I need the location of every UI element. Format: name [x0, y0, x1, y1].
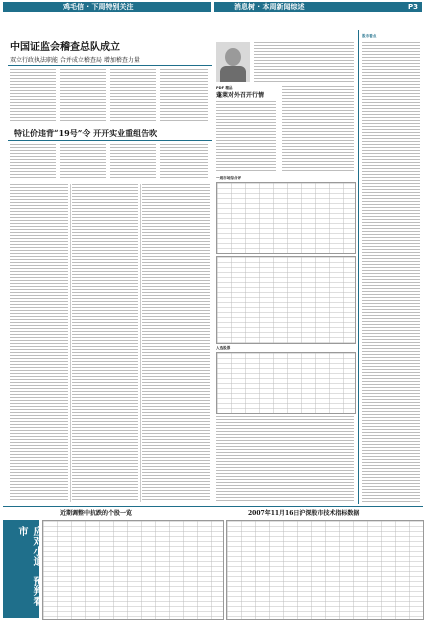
right-bottom-text [216, 416, 354, 502]
column-divider [70, 184, 71, 502]
article2-title: 特让价违背“19号”令 开开实业重组告吹 [14, 128, 158, 138]
market-table-2 [216, 256, 356, 344]
announcements-column-3 [142, 184, 210, 502]
article2-rule [8, 140, 212, 141]
technical-indicators-table [226, 520, 424, 620]
pdf-label: PDF 精品 [216, 86, 233, 90]
portrait-head [225, 48, 241, 66]
headline-rule [8, 65, 212, 66]
announcements-column-1 [10, 184, 68, 502]
right-section-title: 消息树 · 本周新闻综述 [234, 3, 305, 11]
mid-title: 蓬莱对外召开行情 [216, 92, 265, 99]
lead-column-3 [110, 69, 156, 123]
article2-column-3 [110, 144, 156, 180]
article2-column-1 [10, 144, 56, 180]
right-table-title: 2007年11月16日沪深股市技术指标数据 [248, 510, 360, 517]
table-label: 一周市场综合评 [216, 176, 242, 180]
lead-column-4 [160, 69, 208, 123]
lead-column-2 [60, 69, 106, 123]
mid-left-text [216, 101, 276, 171]
article2-column-2 [60, 144, 106, 180]
main-subheadline: 双立行政执法职能 合并成立稽查局 增加稽查力量 [10, 57, 140, 64]
stock-table [216, 352, 356, 414]
right-page-header [214, 2, 422, 12]
announcements-column-2 [72, 184, 138, 502]
news-top-text [254, 42, 354, 82]
portrait-photo [216, 42, 250, 82]
left-table-title: 近期调整中抗跌的个股一览 [60, 510, 133, 517]
side-column-divider [358, 30, 359, 504]
column-divider [140, 184, 141, 502]
left-page-header [3, 2, 211, 12]
left-section-title: 鸡毛信 · 下周特别关注 [63, 3, 134, 11]
main-headline: 中国证监会稽查总队成立 [10, 42, 120, 53]
page-number: P3 [407, 3, 418, 11]
market-table-1 [216, 182, 356, 254]
lead-column-1 [10, 69, 56, 123]
side-column-text [362, 42, 420, 502]
article2-column-4 [160, 144, 208, 180]
side-column-title: 股市看点 [362, 34, 377, 38]
bottom-rule [3, 506, 423, 507]
resilient-stocks-table [42, 520, 224, 620]
bottom-label: 入选股票 [216, 346, 231, 350]
promo-text: 应对小道、预判看市 [16, 526, 42, 606]
mid-right-text [282, 86, 354, 172]
portrait-body [220, 66, 246, 82]
promo-box [3, 520, 42, 618]
